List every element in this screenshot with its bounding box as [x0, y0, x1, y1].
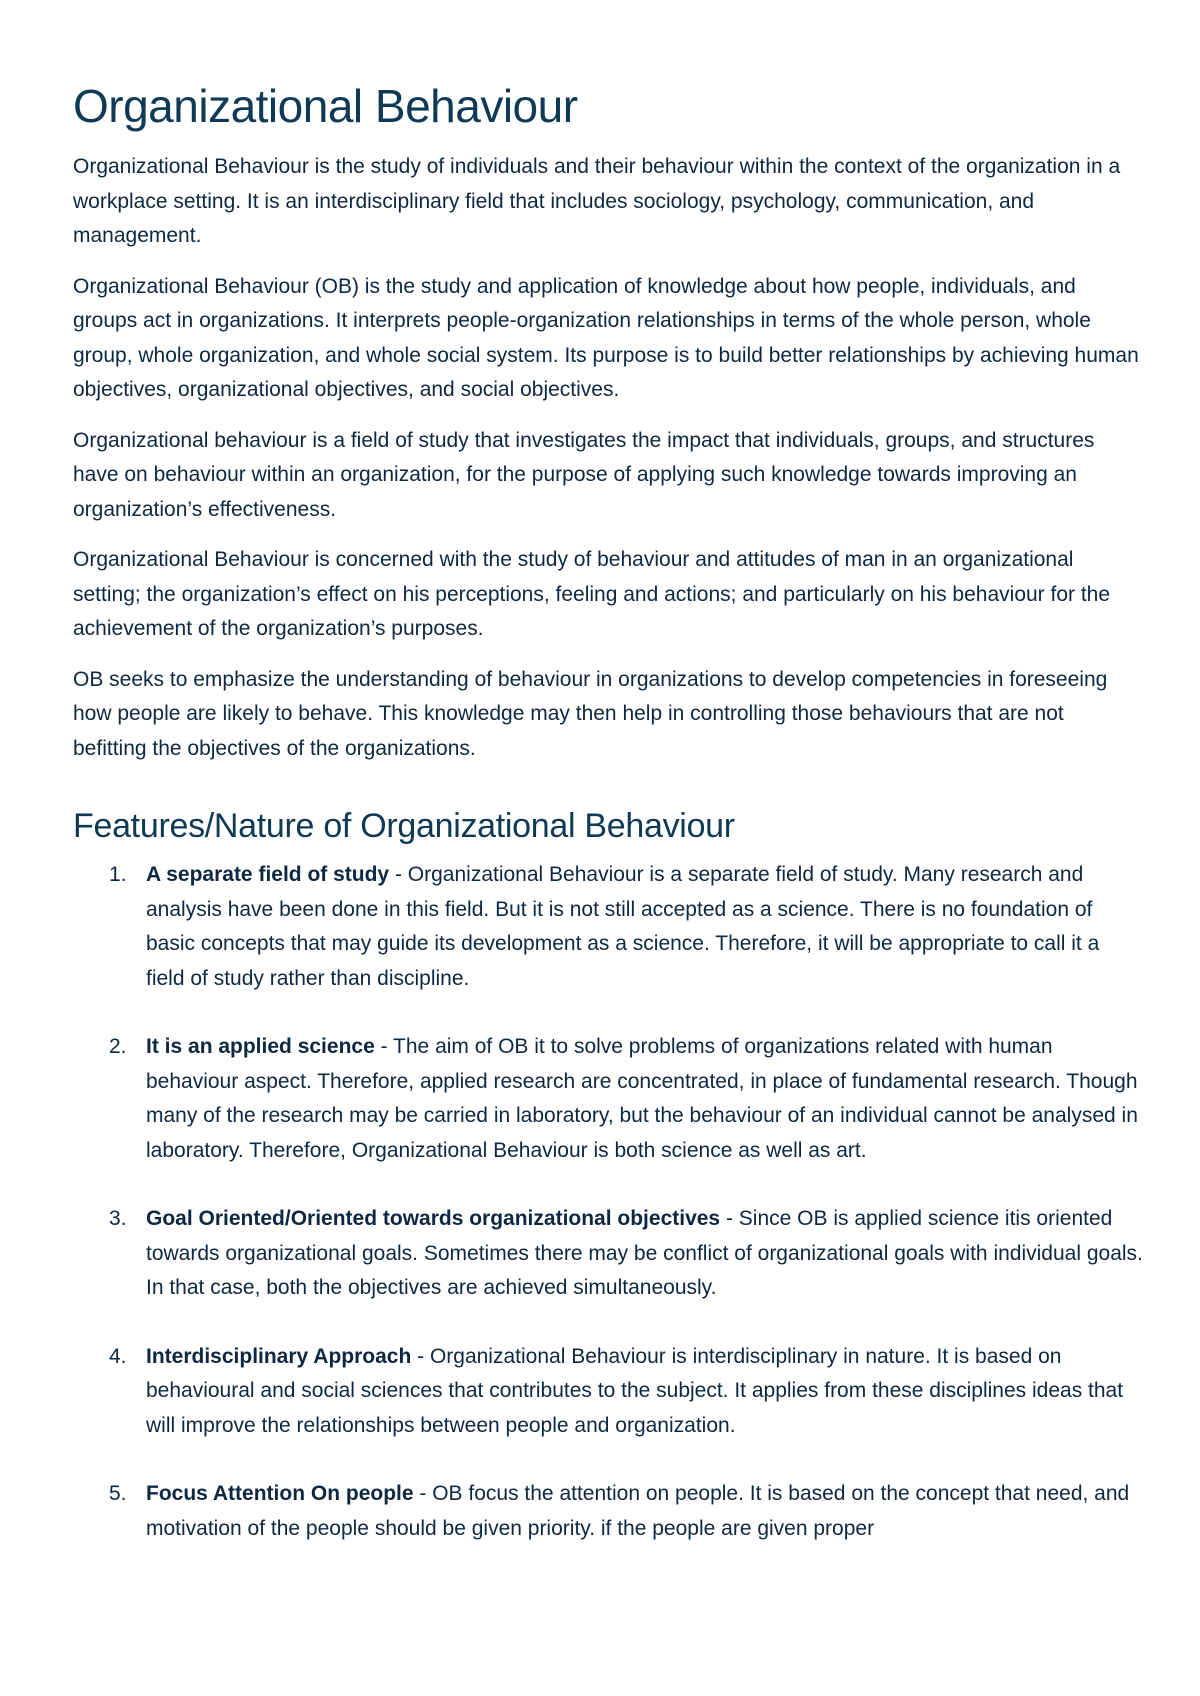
list-item-number: 5. [109, 1482, 127, 1505]
paragraph-ob-application: Organizational Behaviour (OB) is the study and application of knowledge about how people, individuals, and groups act in organizations. It interprets people-organization relationships in terms of the whole person, whole group, whole organization, and whole social system. Its purpose is to build better relationships by achieving human objectives, organizational objectives, and social objectives. [73, 274, 1139, 401]
document-page [73, 78, 1143, 1580]
list-item-text: - Since OB is applied science itis oriented towards organizational goals. Sometimes there may be conflict of organizational goals with individual goals. In that case, both the objectives are achieved simultaneously. [146, 1207, 1143, 1299]
list-item-text: - Organizational Behaviour is interdisciplinary in nature. It is based on behavioural and social sciences that contributes to the subject. It applies from these disciplines ideas that will improve the relationships between people and organization. [146, 1344, 1124, 1437]
list-item-term: A separate field of study [146, 863, 390, 886]
list-item [73, 1030, 1143, 1168]
list-item-term: Interdisciplinary Approach [146, 1344, 412, 1368]
paragraph-ob-seeks: OB seeks to emphasize the understanding of behaviour in organizations to develop competencies in foreseeing how people are likely to behave. This knowledge may then help in controlling those behaviours that are not befitting the objectives of the organizations. [73, 667, 1108, 760]
list-item-number: 2. [109, 1035, 127, 1058]
paragraph-definition: Organizational Behaviour is the study of individuals and their behaviour within the context of the organization in a workplace setting. It is an interdisciplinary field that includes sociology, psychology, communication, and management. [73, 155, 1121, 247]
list-item-text: - OB focus the attention on people. It is based on the concept that need, and motivation of the people should be given priority. if the people are given proper [146, 1482, 1130, 1540]
list-item [73, 1202, 1143, 1306]
list-item-number: 4. [109, 1344, 127, 1368]
document-title: Organizational Behaviour [73, 80, 578, 132]
list-item-number: 3. [109, 1207, 127, 1230]
paragraph-field-of-study: Organizational behaviour is a field of study that investigates the impact that individuals, groups, and structures have on behaviour within an organization, for the purpose of applying such knowledge towards improving an organization’s effectiveness. [73, 428, 1095, 521]
list-item-number: 1. [109, 863, 127, 886]
list-item-term: It is an applied science [146, 1035, 375, 1058]
list-item [73, 1477, 1143, 1546]
list-item [73, 1340, 1143, 1444]
features-list [73, 858, 1143, 1546]
list-item-term: Goal Oriented/Oriented towards organizational objectives [146, 1207, 721, 1230]
list-item [73, 858, 1143, 996]
list-item-text: - The aim of OB it to solve problems of organizations related with human behaviour aspect. Therefore, applied research are concentrated, in place of fundamental research. Though many of the research may be carried in laboratory, but the behaviour of an individual cannot be analysed in laboratory. Therefore, Organizational Behaviour is both science as well as art. [146, 1035, 1138, 1162]
section-heading: Features/Nature of Organizational Behaviour [73, 807, 735, 845]
list-item-text: - Organizational Behaviour is a separate field of study. Many research and analysis have been done in this field. But it is not still accepted as a science. There is no foundation of basic concepts that may guide its development as a science. Therefore, it will be appropriate to call it a field of study rather than discipline. [146, 863, 1100, 990]
list-item-term: Focus Attention On people [146, 1482, 414, 1505]
paragraph-behaviour-attitudes: Organizational Behaviour is concerned with the study of behaviour and attitudes of man in an organizational setting; the organization’s effect on his perceptions, feeling and actions; and particularly on his behaviour for the achievement of the organization’s purposes. [73, 548, 1111, 640]
